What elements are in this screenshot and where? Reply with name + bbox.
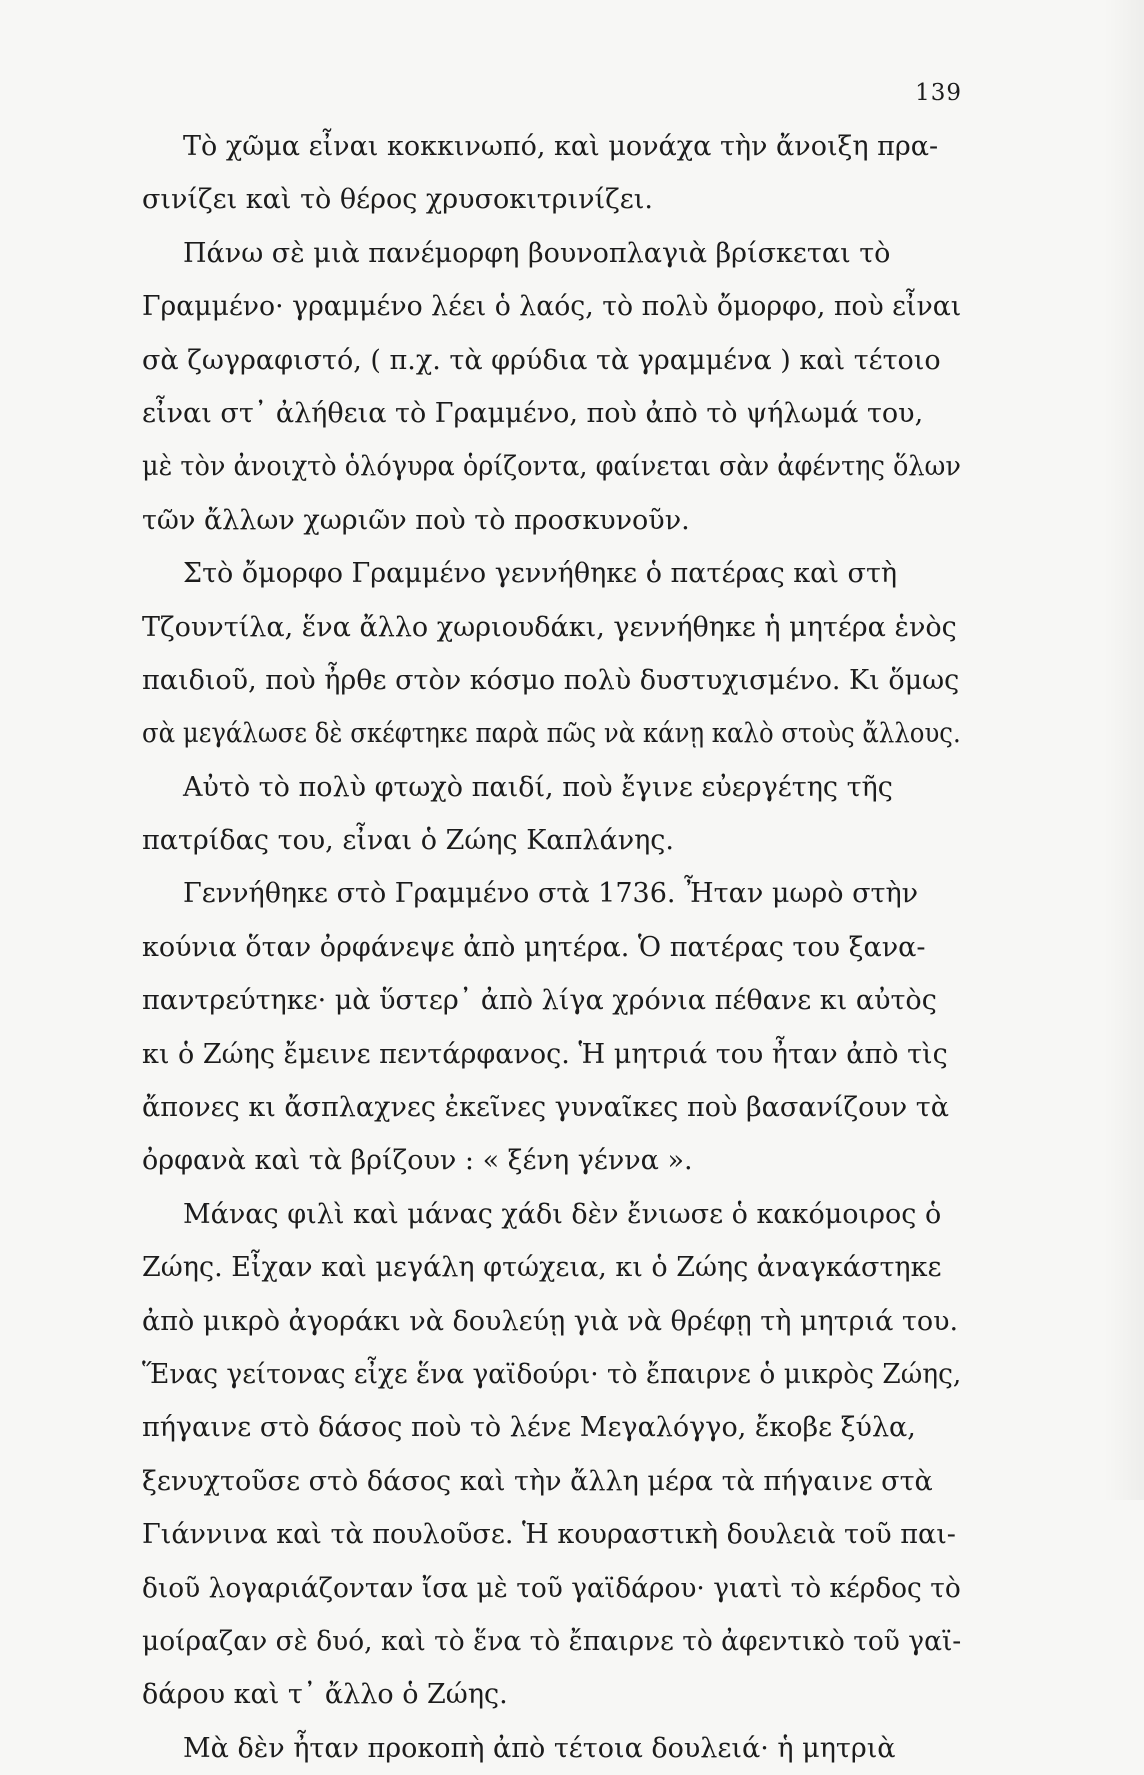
text-line: διοῦ λογαριάζονταν ἴσα μὲ τοῦ γαϊδάρου· γιατὶ τὸ κέρδος τὸ [142, 1572, 961, 1604]
text-line: ἀπὸ μικρὸ ἀγοράκι νὰ δουλεύῃ γιὰ νὰ θρέφῃ τὴ μητριά του. [142, 1305, 959, 1337]
page-edge-shadow [1104, 0, 1144, 1500]
paragraph-first-line: Μάνας φιλὶ καὶ μάνας χάδι δὲν ἔνιωσε ὁ κακόμοιρος ὁ [183, 1198, 942, 1230]
text-line: παντρεύτηκε· μὰ ὕστερ᾽ ἀπὸ λίγα χρόνια πέθανε κι αὐτὸς [142, 985, 937, 1017]
text-line: ξενυχτοῦσε στὸ δάσος καὶ τὴν ἄλλη μέρα τὰ πήγαινε στὰ [142, 1465, 933, 1497]
text-line: εἶναι στ᾽ ἀλήθεια τὸ Γραμμένο, ποὺ ἀπὸ τὸ ψήλωμά του, [142, 397, 924, 429]
text-line: σὰ ζωγραφιστό, ( π.χ. τὰ φρύδια τὰ γραμμένα ) καὶ τέτοιο [142, 344, 941, 376]
text-line: Τζουντίλα, ἕνα ἄλλο χωριουδάκι, γεννήθηκε ἡ μητέρα ἑνὸς [142, 611, 957, 643]
text-line: δάρου καὶ τ᾽ ἄλλο ὁ Ζώης. [142, 1679, 508, 1711]
text-line: μοίραζαν σὲ δυό, καὶ τὸ ἕνα τὸ ἔπαιρνε τὸ ἀφεντικὸ τοῦ γαϊ- [142, 1625, 962, 1657]
paragraph-first-line: Στὸ ὄμορφο Γραμμένο γεννήθηκε ὁ πατέρας καὶ στὴ [183, 558, 898, 590]
text-line: πατρίδας του, εἶναι ὁ Ζώης Καπλάνης. [142, 825, 675, 857]
paragraph-first-line: Γεννήθηκε στὸ Γραμμένο στὰ 1736. Ἦταν μωρὸ στὴν [183, 878, 919, 910]
paragraph-first-line: Αὐτὸ τὸ πολὺ φτωχὸ παιδί, ποὺ ἔγινε εὐεργέτης τῆς [183, 771, 893, 803]
text-line: σινίζει καὶ τὸ θέρος χρυσοκιτρινίζει. [142, 184, 653, 216]
page-number: 139 [915, 80, 962, 106]
text-line: παιδιοῦ, ποὺ ἦρθε στὸν κόσμο πολὺ δυστυχισμένο. Κι ὅμως [142, 664, 960, 696]
text-line: ὀρφανὰ καὶ τὰ βρίζουν : « ξένη γέννα ». [142, 1145, 693, 1177]
text-line: Ἕνας γείτονας εἶχε ἕνα γαϊδούρι· τὸ ἔπαιρνε ὁ μικρὸς Ζώης, [142, 1358, 962, 1390]
text-line: ἄπονες κι ἄσπλαχνες ἐκεῖνες γυναῖκες ποὺ βασανίζουν τὰ [142, 1092, 949, 1124]
text-line: Ζώης. Εἶχαν καὶ μεγάλη φτώχεια, κι ὁ Ζώης ἀναγκάστηκε [142, 1252, 942, 1284]
text-line: Γραμμένο· γραμμένο λέει ὁ λαός, τὸ πολὺ ὄμορφο, ποὺ εἶναι [142, 291, 962, 323]
text-line: τῶν ἄλλων χωριῶν ποὺ τὸ προσκυνοῦν. [142, 504, 690, 536]
text-line: Γιάννινα καὶ τὰ πουλοῦσε. Ἡ κουραστικὴ δουλειὰ τοῦ παι- [142, 1519, 956, 1551]
text-line: κούνια ὅταν ὀρφάνεψε ἀπὸ μητέρα. Ὁ πατέρας του ξανα- [142, 931, 926, 963]
text-line: μὲ τὸν ἀνοιχτὸ ὁλόγυρα ὁρίζοντα, φαίνεται σὰν ἀφέντης ὅλων [142, 451, 961, 483]
text-line: κι ὁ Ζώης ἔμεινε πεντάρφανος. Ἡ μητριά του ἦταν ἀπὸ τὶς [142, 1038, 948, 1070]
body-text [142, 120, 962, 1775]
paragraph-first-line: Πάνω σὲ μιὰ πανέμορφη βουνοπλαγιὰ βρίσκεται τὸ [183, 237, 891, 269]
text-line: σὰ μεγάλωσε δὲ σκέφτηκε παρὰ πῶς νὰ κάνῃ καλὸ στοὺς ἄλλους. [142, 718, 961, 750]
text-line: πήγαινε στὸ δάσος ποὺ τὸ λένε Μεγαλόγγο, ἔκοβε ξύλα, [142, 1412, 916, 1444]
paragraph-first-line: Μὰ δὲν ἦταν προκοπὴ ἀπὸ τέτοια δουλειά· ἡ μητριὰ [183, 1732, 896, 1764]
paragraph-first-line: Τὸ χῶμα εἶναι κοκκινωπό, καὶ μονάχα τὴν ἄνοιξη πρα- [183, 131, 939, 162]
